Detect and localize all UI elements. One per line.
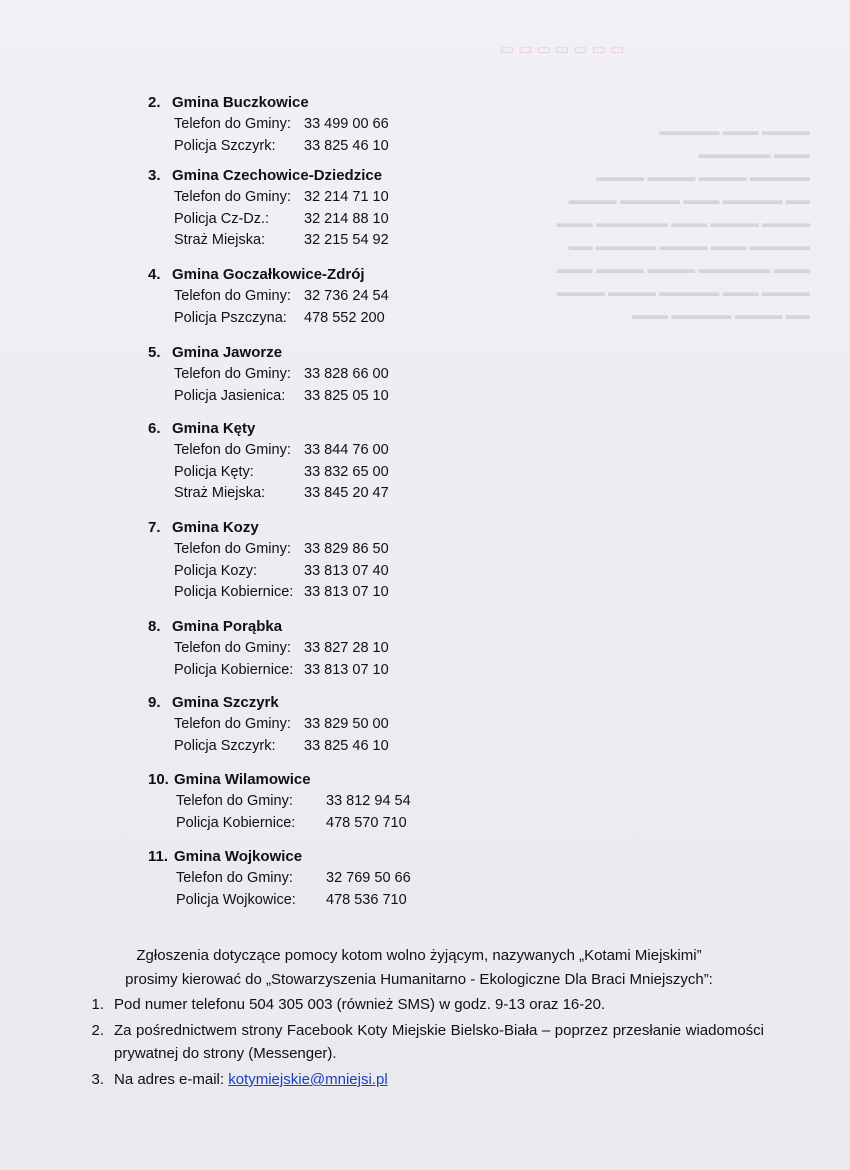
contact-row: Telefon do Gminy: 32 769 50 66: [176, 870, 411, 886]
gmina-block: [148, 616, 389, 681]
gmina-title: 11. Gmina Wojkowice: [148, 848, 303, 865]
gmina-title: 3. Gmina Czechowice-Dziedzice: [148, 167, 383, 184]
bleed-through-stamp: ▭ ▭ ▭ ▭ ▭ ▭ ▭: [500, 41, 625, 58]
contact-row: Policja Cz-Dz.: 32 214 88 10: [174, 210, 389, 227]
gmina-title: 5. Gmina Jaworze: [148, 344, 283, 361]
gmina-title: 2. Gmina Buczkowice: [148, 94, 309, 111]
gmina-title: 7. Gmina Kozy: [148, 519, 259, 536]
cats-contact-section: [74, 944, 764, 1094]
contact-row: Policja Kęty: 33 832 65 00: [174, 463, 389, 480]
contact-row: Policja Kobiernice: 478 570 710: [176, 814, 407, 831]
gmina-block: [148, 846, 411, 911]
contact-row: Policja Szczyrk: 33 825 46 10: [174, 737, 389, 754]
contact-row: Policja Szczyrk: 33 825 46 10: [174, 137, 389, 154]
contact-row: Policja Kozy: 33 813 07 40: [174, 562, 389, 579]
intro-paragraph: Zgłoszenia dotyczące pomocy kotom wolno żyjącym, nazywanych „Kotami Miejskimi” prosimy kierować do „Stowarzyszenia Humanitarno - Ekologiczne Dla Braci Mniejszych”:: [125, 947, 713, 988]
list-item: 1. Pod numer telefonu 504 305 003 (również SMS) w godz. 9-13 oraz 16-20.: [91, 996, 606, 1013]
contact-row: Telefon do Gminy: 33 827 28 10: [174, 640, 389, 656]
contact-row: Policja Wojkowice: 478 536 710: [176, 891, 407, 908]
contact-row: Telefon do Gminy: 33 829 86 50: [174, 541, 389, 557]
gmina-block: [148, 92, 389, 157]
contact-row: Policja Pszczyna: 478 552 200: [174, 309, 385, 326]
contact-row: Policja Kobiernice: 33 813 07 10: [174, 584, 389, 600]
contact-row: Policja Jasienica: 33 825 05 10: [174, 387, 389, 404]
gmina-block: [148, 517, 389, 604]
gmina-block: [148, 264, 389, 329]
email-link[interactable]: kotymiejskie@mniejsi.pl: [228, 1071, 388, 1088]
gmina-block: [148, 692, 389, 757]
gmina-title: 4. Gmina Goczałkowice-Zdrój: [148, 266, 365, 283]
contact-row: Telefon do Gminy: 33 844 76 00: [174, 442, 389, 458]
contact-methods-list: [74, 993, 764, 1091]
gmina-title: 10. Gmina Wilamowice: [148, 771, 311, 788]
gmina-block: [148, 418, 389, 505]
contact-row: Telefon do Gminy: 33 829 50 00: [174, 716, 389, 732]
gmina-block: [148, 165, 389, 252]
contact-row: Telefon do Gminy: 33 828 66 00: [174, 366, 389, 382]
contact-row: Straż Miejska: 33 845 20 47: [174, 485, 389, 501]
contact-row: Telefon do Gminy: 33 499 00 66: [174, 116, 389, 132]
list-item: 3. Na adres e-mail: kotymiejskie@mniejsi.pl: [91, 1071, 388, 1088]
contact-row: Telefon do Gminy: 32 214 71 10: [174, 189, 389, 205]
contact-row: Straż Miejska: 32 215 54 92: [174, 232, 389, 248]
gmina-title: 8. Gmina Porąbka: [148, 618, 283, 635]
gmina-title: 9. Gmina Szczyrk: [148, 694, 279, 711]
contact-row: Telefon do Gminy: 33 812 94 54: [176, 793, 411, 809]
gmina-block: [148, 769, 411, 834]
list-item: 2. Za pośrednictwem strony Facebook Koty Miejskie Bielsko-Biała – poprzez przesłanie wiadomości prywatnej do strony (Messenger).: [91, 1022, 764, 1062]
contact-row: Telefon do Gminy: 32 736 24 54: [174, 288, 389, 304]
gmina-block: [148, 342, 389, 407]
gmina-title: 6. Gmina Kęty: [148, 420, 256, 437]
bleed-through-text: ▬▬▬▬ ▬▬▬ ▬▬▬▬▬ ▬▬▬ ▬▬▬▬▬▬ ▬▬▬▬▬ ▬▬▬▬ ▬▬▬▬ ▬▬▬▬ ▬▬ ▬▬▬▬▬ ▬▬▬ ▬▬▬▬▬ ▬▬▬▬ ▬▬▬▬ ▬▬▬▬ ▬▬▬ ▬▬▬▬▬▬ ▬▬▬ ▬▬▬▬▬ ▬▬▬ ▬▬▬▬ ▬▬▬▬▬ ▬▬ ▬▬▬ ▬▬▬▬▬▬ ▬▬▬▬ ▬▬▬▬ ▬▬▬ ▬▬▬▬ ▬▬▬ ▬▬▬▬▬ ▬▬▬▬ ▬▬▬▬ ▬▬ ▬▬▬▬ ▬▬▬▬▬ ▬▬▬: [556, 124, 810, 322]
contact-row: Policja Kobiernice: 33 813 07 10: [174, 661, 389, 678]
